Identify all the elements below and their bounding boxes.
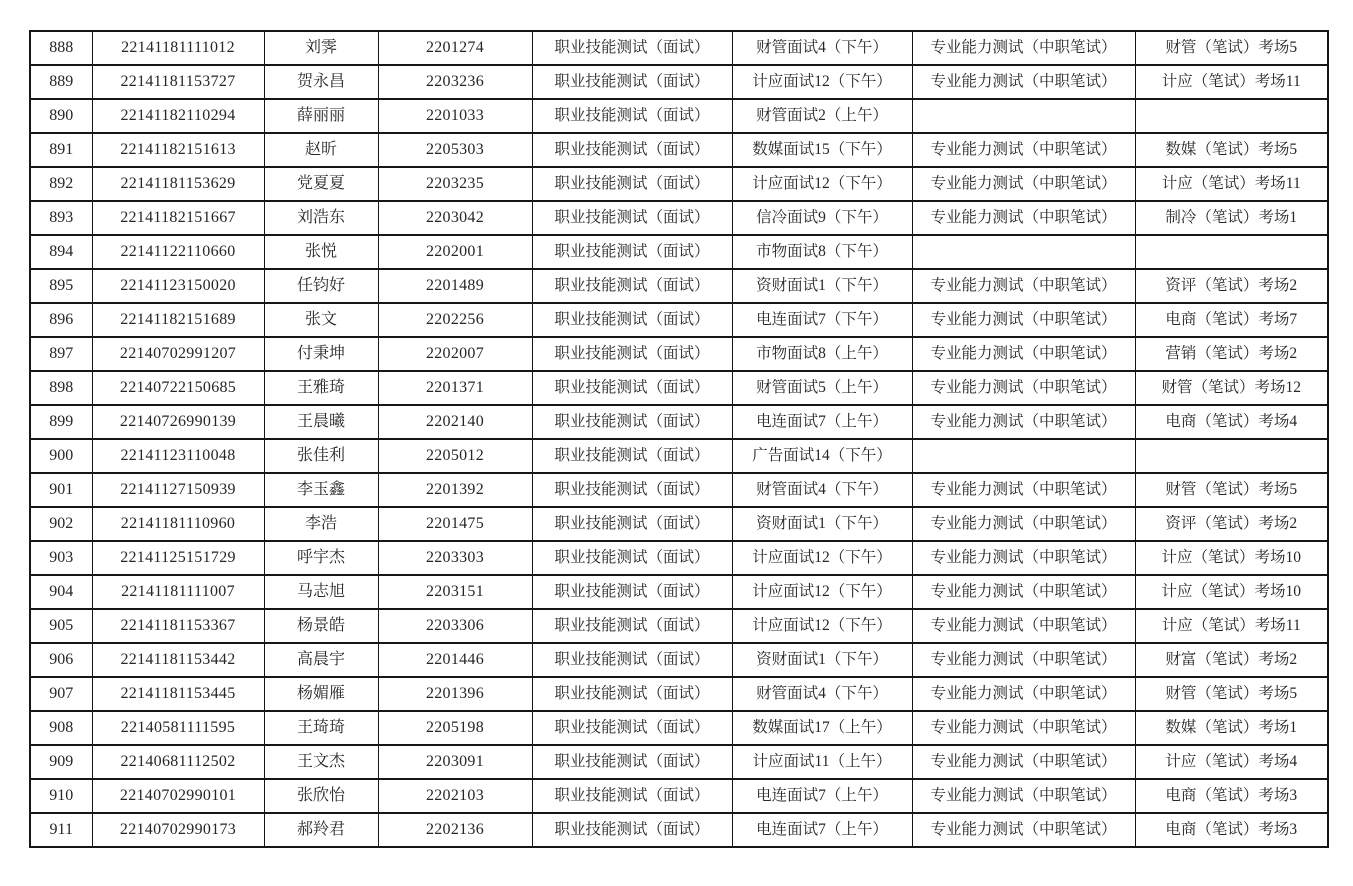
table-cell: 专业能力测试（中职笔试） [912,575,1135,609]
table-row [30,711,1328,745]
table-cell: 财富（笔试）考场2 [1135,643,1328,677]
table-cell [1135,235,1328,269]
table-cell: 电商（笔试）考场7 [1135,303,1328,337]
table-cell: 职业技能测试（面试） [532,643,732,677]
table-cell: 张文 [264,303,378,337]
table-cell: 888 [30,31,92,65]
table-cell: 职业技能测试（面试） [532,167,732,201]
table-cell: 907 [30,677,92,711]
table-row [30,337,1328,371]
table-row [30,133,1328,167]
table-cell: 专业能力测试（中职笔试） [912,609,1135,643]
table-cell: 计应（笔试）考场4 [1135,745,1328,779]
table-cell: 计应（笔试）考场10 [1135,575,1328,609]
table-cell: 22141127150939 [92,473,264,507]
table-cell: 财管面试4（下午） [732,473,912,507]
exam-schedule-table [29,30,1329,848]
table-cell: 2205303 [378,133,532,167]
table-cell: 专业能力测试（中职笔试） [912,201,1135,235]
table-cell: 专业能力测试（中职笔试） [912,31,1135,65]
table-cell: 计应（笔试）考场11 [1135,65,1328,99]
table-cell: 899 [30,405,92,439]
table-cell [912,439,1135,473]
table-cell: 2201371 [378,371,532,405]
table-cell: 22140726990139 [92,405,264,439]
table-cell: 2201033 [378,99,532,133]
table-cell: 资评（笔试）考场2 [1135,269,1328,303]
table-row [30,31,1328,65]
table-cell: 财管（笔试）考场5 [1135,677,1328,711]
table-cell: 电商（笔试）考场4 [1135,405,1328,439]
table-row [30,65,1328,99]
table-cell [1135,99,1328,133]
table-cell: 张佳利 [264,439,378,473]
table-cell: 22141181153367 [92,609,264,643]
table-cell: 职业技能测试（面试） [532,745,732,779]
table-row [30,541,1328,575]
table-row [30,745,1328,779]
table-cell: 计应面试12（下午） [732,609,912,643]
table-cell: 896 [30,303,92,337]
table-cell: 891 [30,133,92,167]
table-cell: 专业能力测试（中职笔试） [912,65,1135,99]
table-cell: 职业技能测试（面试） [532,439,732,473]
table-cell: 赵昕 [264,133,378,167]
table-cell: 李玉鑫 [264,473,378,507]
table-cell: 财管（笔试）考场12 [1135,371,1328,405]
table-cell: 财管面试4（下午） [732,677,912,711]
table-cell: 2201274 [378,31,532,65]
table-cell: 职业技能测试（面试） [532,507,732,541]
table-row [30,201,1328,235]
table-row [30,371,1328,405]
table-cell: 数媒面试17（上午） [732,711,912,745]
table-cell: 市物面试8（上午） [732,337,912,371]
table-cell [1135,439,1328,473]
table-cell: 2203303 [378,541,532,575]
table-cell: 马志旭 [264,575,378,609]
table-cell: 计应（笔试）考场10 [1135,541,1328,575]
table-cell: 890 [30,99,92,133]
table-cell: 资财面试1（下午） [732,643,912,677]
table-cell: 22141122110660 [92,235,264,269]
table-cell: 计应面试12（下午） [732,575,912,609]
table-cell: 职业技能测试（面试） [532,269,732,303]
table-cell: 904 [30,575,92,609]
table-cell: 呼宇杰 [264,541,378,575]
table-cell: 专业能力测试（中职笔试） [912,711,1135,745]
table-cell: 电连面试7（上午） [732,813,912,847]
table-cell: 902 [30,507,92,541]
table-row [30,167,1328,201]
table-cell: 薛丽丽 [264,99,378,133]
table-row [30,439,1328,473]
table-cell: 22141181111012 [92,31,264,65]
table-cell: 计应面试12（下午） [732,541,912,575]
table-cell: 任钧好 [264,269,378,303]
table-cell: 专业能力测试（中职笔试） [912,813,1135,847]
table-cell: 郝羚君 [264,813,378,847]
table-cell: 905 [30,609,92,643]
table-cell: 897 [30,337,92,371]
table-cell: 职业技能测试（面试） [532,711,732,745]
table-cell: 22141182151667 [92,201,264,235]
table-cell: 职业技能测试（面试） [532,133,732,167]
table-cell: 专业能力测试（中职笔试） [912,779,1135,813]
table-cell: 付秉坤 [264,337,378,371]
table-cell: 专业能力测试（中职笔试） [912,337,1135,371]
table-cell: 职业技能测试（面试） [532,235,732,269]
table-cell: 高晨宇 [264,643,378,677]
table-cell: 王琦琦 [264,711,378,745]
table-cell: 职业技能测试（面试） [532,677,732,711]
table-row [30,405,1328,439]
table-cell: 职业技能测试（面试） [532,303,732,337]
table-cell: 893 [30,201,92,235]
table-cell: 广告面试14（下午） [732,439,912,473]
table-cell: 专业能力测试（中职笔试） [912,371,1135,405]
table-row [30,269,1328,303]
table-cell: 22141181153445 [92,677,264,711]
table-cell: 财管面试2（上午） [732,99,912,133]
table-cell: 909 [30,745,92,779]
table-cell: 专业能力测试（中职笔试） [912,541,1135,575]
table-cell: 王文杰 [264,745,378,779]
table-cell: 22141123150020 [92,269,264,303]
table-cell: 2202136 [378,813,532,847]
table-cell: 903 [30,541,92,575]
table-cell: 22141182151613 [92,133,264,167]
table-cell: 职业技能测试（面试） [532,405,732,439]
table-cell: 刘霁 [264,31,378,65]
table-cell: 2201475 [378,507,532,541]
table-cell: 电商（笔试）考场3 [1135,813,1328,847]
table-cell: 计应面试12（下午） [732,167,912,201]
table-cell: 制冷（笔试）考场1 [1135,201,1328,235]
table-cell: 数媒（笔试）考场1 [1135,711,1328,745]
table-cell: 2203042 [378,201,532,235]
table-row [30,779,1328,813]
table-row [30,473,1328,507]
table-cell: 2203235 [378,167,532,201]
table-cell: 22141181110960 [92,507,264,541]
table-cell: 2202001 [378,235,532,269]
table-cell: 894 [30,235,92,269]
table-cell: 专业能力测试（中职笔试） [912,269,1135,303]
table-cell: 职业技能测试（面试） [532,575,732,609]
table-cell: 职业技能测试（面试） [532,473,732,507]
table-cell: 892 [30,167,92,201]
table-row [30,507,1328,541]
table-cell: 专业能力测试（中职笔试） [912,167,1135,201]
table-cell: 张悦 [264,235,378,269]
table-cell: 2203236 [378,65,532,99]
table-cell: 信冷面试9（下午） [732,201,912,235]
table-cell: 电商（笔试）考场3 [1135,779,1328,813]
table-cell: 专业能力测试（中职笔试） [912,133,1135,167]
table-cell: 专业能力测试（中职笔试） [912,677,1135,711]
table-cell: 911 [30,813,92,847]
table-cell: 计应面试12（下午） [732,65,912,99]
table-cell: 数媒（笔试）考场5 [1135,133,1328,167]
table-cell: 2201392 [378,473,532,507]
table-row [30,303,1328,337]
table-cell: 职业技能测试（面试） [532,779,732,813]
table-cell: 资财面试1（下午） [732,269,912,303]
table-cell: 22140722150685 [92,371,264,405]
table-cell: 杨媚雁 [264,677,378,711]
table-cell: 党夏夏 [264,167,378,201]
table-cell: 计应面试11（上午） [732,745,912,779]
table-cell: 898 [30,371,92,405]
table-cell: 职业技能测试（面试） [532,201,732,235]
table-cell: 财管（笔试）考场5 [1135,31,1328,65]
table-cell: 数媒面试15（下午） [732,133,912,167]
table-cell: 900 [30,439,92,473]
table-cell: 电连面试7（下午） [732,303,912,337]
table-cell: 职业技能测试（面试） [532,31,732,65]
table-cell: 22140581111595 [92,711,264,745]
table-cell: 22141181153629 [92,167,264,201]
table-cell: 2202103 [378,779,532,813]
table-row [30,813,1328,847]
table-cell: 专业能力测试（中职笔试） [912,745,1135,779]
table-cell: 专业能力测试（中职笔试） [912,643,1135,677]
table-cell: 市物面试8（下午） [732,235,912,269]
table-cell: 专业能力测试（中职笔试） [912,473,1135,507]
table-cell: 电连面试7（上午） [732,779,912,813]
table-row [30,99,1328,133]
table-cell: 889 [30,65,92,99]
table-cell: 电连面试7（上午） [732,405,912,439]
table-cell: 职业技能测试（面试） [532,99,732,133]
table-cell: 张欣怡 [264,779,378,813]
table-cell: 22141181153727 [92,65,264,99]
table-cell: 财管（笔试）考场5 [1135,473,1328,507]
table-cell: 22140702990173 [92,813,264,847]
table-row [30,575,1328,609]
table-cell: 资评（笔试）考场2 [1135,507,1328,541]
table-cell: 职业技能测试（面试） [532,337,732,371]
table-cell: 910 [30,779,92,813]
table-cell: 杨景皓 [264,609,378,643]
table-cell: 2202140 [378,405,532,439]
table-cell: 22141123110048 [92,439,264,473]
table-cell: 职业技能测试（面试） [532,541,732,575]
table-cell: 职业技能测试（面试） [532,371,732,405]
table-cell: 22141125151729 [92,541,264,575]
table-row [30,677,1328,711]
table-cell: 贺永昌 [264,65,378,99]
table-cell: 901 [30,473,92,507]
table-cell: 2203151 [378,575,532,609]
table-row [30,609,1328,643]
table-cell: 职业技能测试（面试） [532,813,732,847]
table-cell: 资财面试1（下午） [732,507,912,541]
table-cell: 2205198 [378,711,532,745]
table-cell: 22140702990101 [92,779,264,813]
table-cell: 2202256 [378,303,532,337]
table-cell: 专业能力测试（中职笔试） [912,507,1135,541]
table-cell: 计应（笔试）考场11 [1135,609,1328,643]
table-cell: 2201446 [378,643,532,677]
table-cell: 2201396 [378,677,532,711]
table-cell: 财管面试4（下午） [732,31,912,65]
table-cell: 王雅琦 [264,371,378,405]
table-cell: 22141181111007 [92,575,264,609]
table-cell: 22141182151689 [92,303,264,337]
table-cell: 22140681112502 [92,745,264,779]
table-cell: 职业技能测试（面试） [532,609,732,643]
table-cell: 22140702991207 [92,337,264,371]
table-cell: 908 [30,711,92,745]
table-cell: 895 [30,269,92,303]
table-cell [912,235,1135,269]
table-cell: 营销（笔试）考场2 [1135,337,1328,371]
table-cell: 职业技能测试（面试） [532,65,732,99]
table-cell: 财管面试5（上午） [732,371,912,405]
table-cell: 刘浩东 [264,201,378,235]
table-cell: 2203306 [378,609,532,643]
table-cell: 李浩 [264,507,378,541]
table-cell: 906 [30,643,92,677]
table-cell [912,99,1135,133]
table-cell: 计应（笔试）考场11 [1135,167,1328,201]
table-cell: 22141182110294 [92,99,264,133]
table-cell: 专业能力测试（中职笔试） [912,405,1135,439]
table-cell: 王晨曦 [264,405,378,439]
table-cell: 专业能力测试（中职笔试） [912,303,1135,337]
table-cell: 22141181153442 [92,643,264,677]
table-cell: 2202007 [378,337,532,371]
table-cell: 2203091 [378,745,532,779]
table-body [30,31,1328,847]
table-row [30,235,1328,269]
table-cell: 2205012 [378,439,532,473]
table-cell: 2201489 [378,269,532,303]
table-row [30,643,1328,677]
